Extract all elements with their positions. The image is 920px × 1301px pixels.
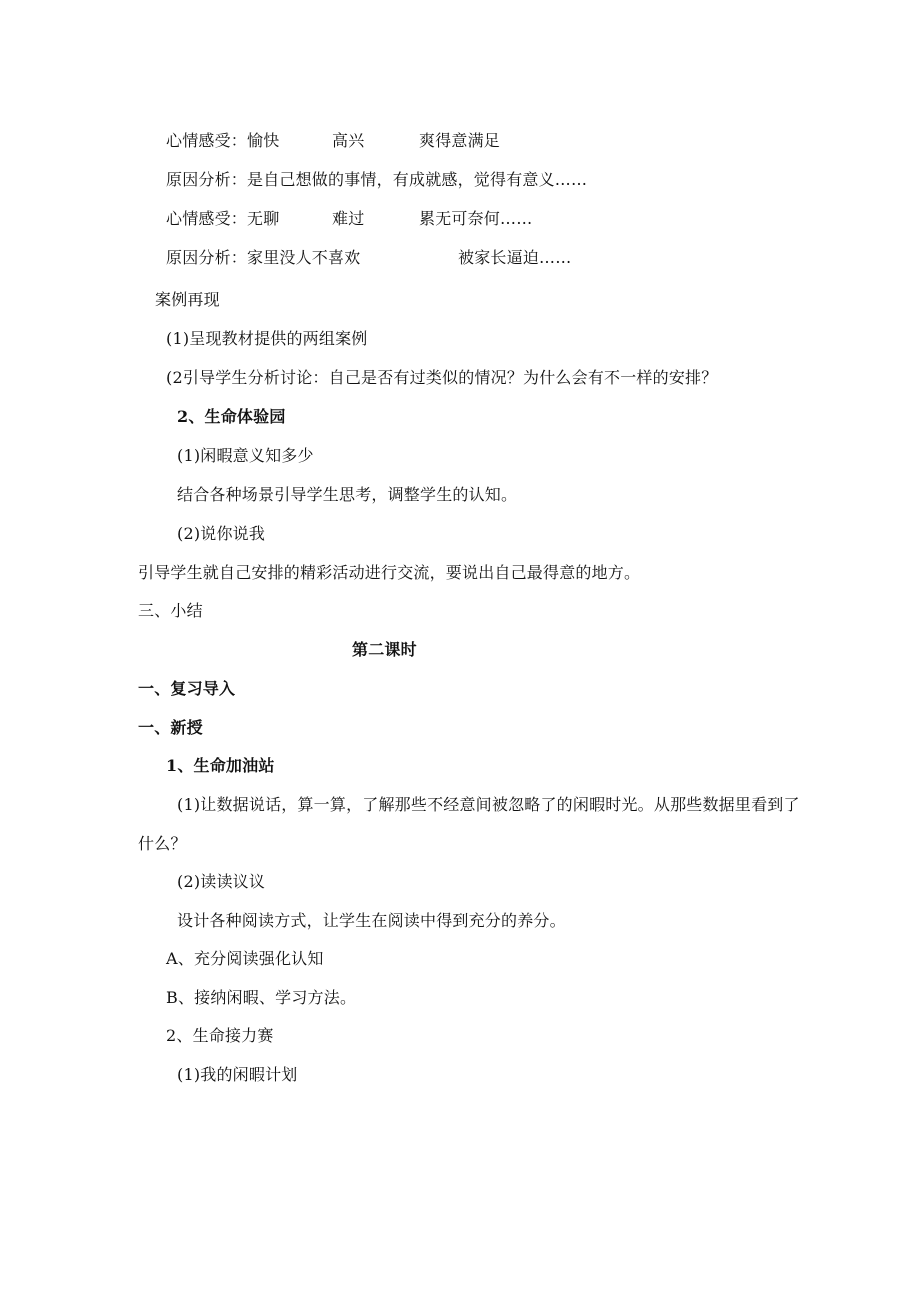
read-discuss-text: 设计各种阅读方式，让学生在阅读中得到充分的养分。 — [177, 911, 566, 930]
mood-word-sad: 难过 — [332, 209, 365, 228]
reason-label-2: 原因分析：家里没人不喜欢 — [166, 248, 361, 267]
data-talk-line-1: (1)让数据说话，算一算，了解那些不经意间被忽略了的闲暇时光。从那些数据里看到了 — [177, 795, 800, 814]
mood-word-happy: 高兴 — [332, 131, 365, 150]
reason-word-forced: 被家长逼迫…… — [458, 248, 572, 267]
item-a: A、充分阅读强化认知 — [166, 949, 324, 968]
summary-heading: 三、小结 — [138, 601, 203, 620]
say-you-say-me-text: 引导学生就自己安排的精彩活动进行交流，要说出自己最得意的地方。 — [138, 563, 641, 582]
subsection-leisure-meaning: (1)闲暇意义知多少 — [177, 446, 314, 465]
reason-line-1: 原因分析：是自己想做的事情，有成就感，觉得有意义…… — [166, 170, 588, 189]
life-relay-heading: 2、生命接力赛 — [166, 1026, 274, 1045]
mood-line-2 — [166, 209, 533, 229]
reason-line-2 — [166, 248, 572, 268]
case-title: 案例再现 — [155, 290, 220, 309]
read-discuss-heading: (2)读读议议 — [177, 872, 266, 891]
review-heading: 一、复习导入 — [138, 679, 236, 698]
leisure-plan-heading: (1)我的闲暇计划 — [177, 1065, 298, 1084]
item-b: B、接纳闲暇、学习方法。 — [166, 988, 357, 1007]
case-item-2: (2引导学生分析讨论：自己是否有过类似的情况？为什么会有不一样的安排？ — [166, 368, 718, 387]
lesson-two-title: 第二课时 — [352, 640, 417, 659]
mood-label-1: 心情感受：愉快 — [166, 131, 280, 150]
mood-line-1 — [166, 131, 501, 151]
new-teaching-heading: 一、新授 — [138, 718, 203, 737]
case-item-1: (1)呈现教材提供的两组案例 — [166, 329, 368, 348]
mood-label-2: 心情感受：无聊 — [166, 209, 280, 228]
life-station-heading: 1、生命加油站 — [166, 756, 275, 775]
mood-word-satisfied: 爽得意满足 — [419, 131, 501, 150]
subsection-say-you-say-me: (2)说你说我 — [177, 524, 266, 543]
section-life-experience: 2、生命体验园 — [177, 407, 286, 426]
leisure-meaning-text: 结合各种场景引导学生思考，调整学生的认知。 — [177, 485, 518, 504]
mood-word-tired: 累无可奈何…… — [419, 209, 533, 228]
data-talk-line-2: 什么？ — [138, 834, 187, 853]
